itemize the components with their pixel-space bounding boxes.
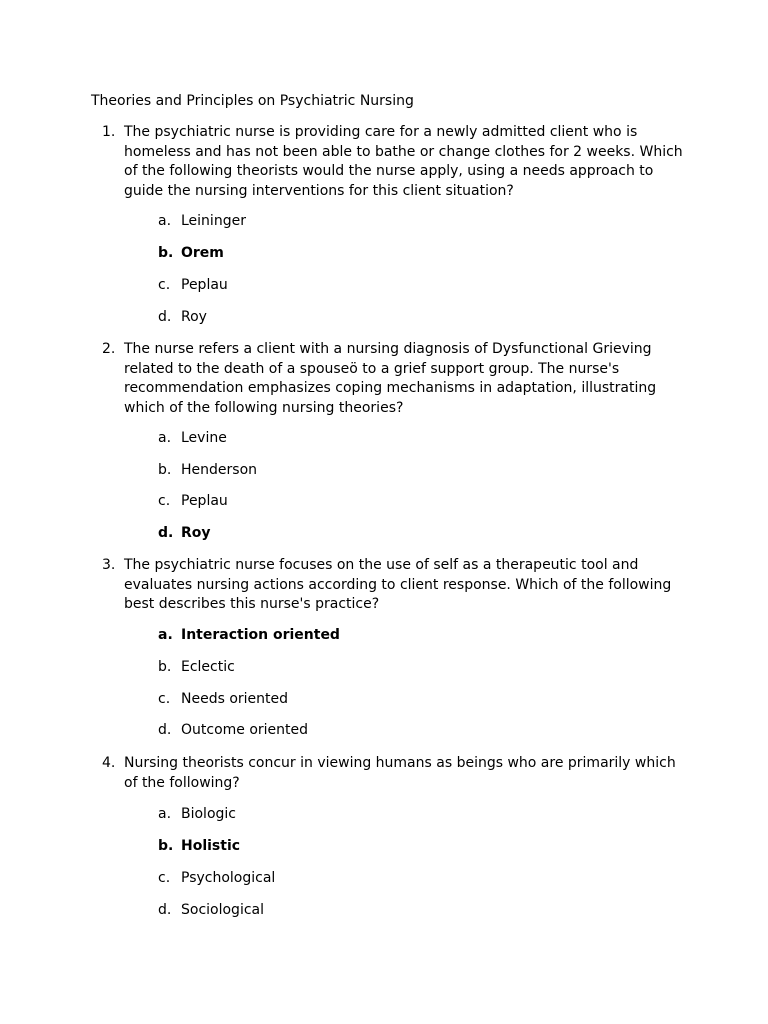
question-text: Nursing theorists concur in viewing humans as beings who are primarily which of the following? (124, 755, 676, 791)
option-letter: c. (158, 493, 171, 509)
question-text: The psychiatric nurse is providing care for a newly admitted client who is homeless and has not been able to bathe or change clothes for 2 weeks. Which of the following theorists would the nurse apply, using a needs approach to guide the nursing interventions for this client situation? (124, 124, 683, 199)
option-letter: d. (158, 309, 172, 325)
option-text: Peplau (181, 493, 228, 509)
option-letter: c. (158, 870, 171, 886)
option-text: Henderson (181, 462, 258, 478)
question-number: 4. (102, 755, 116, 771)
option-letter: a. (158, 213, 172, 229)
option-letter: b. (158, 245, 174, 261)
question-number: 2. (102, 341, 116, 357)
option-text: Levine (181, 430, 227, 446)
option-letter: d. (158, 722, 172, 738)
document-title: Theories and Principles on Psychiatric Nursing (91, 93, 414, 109)
option-text: Biologic (181, 806, 236, 822)
option-letter: b. (158, 462, 172, 478)
option-text: Roy (181, 309, 207, 325)
option-text: Leininger (181, 213, 246, 229)
option-text: Roy (181, 525, 211, 541)
option-letter: c. (158, 277, 171, 293)
question-text: The psychiatric nurse focuses on the use of self as a therapeutic tool and evaluates nursing actions according to client response. Which of the following best describes this nurse's practice? (124, 557, 672, 612)
option-text: Psychological (181, 870, 276, 886)
question-number: 1. (102, 124, 116, 140)
option-letter: a. (158, 627, 173, 643)
option-text: Needs oriented (181, 691, 289, 707)
option-text: Orem (181, 245, 224, 261)
question-text: The nurse refers a client with a nursing diagnosis of Dysfunctional Grieving related to the death of a spouseö to a grief support group. The nurse's recommendation emphasizes coping mechanisms in adaptation, illustrating which of the following nursing theories? (124, 341, 657, 416)
question-number: 3. (102, 557, 116, 573)
option-text: Holistic (181, 838, 241, 854)
option-letter: b. (158, 838, 174, 854)
option-text: Outcome oriented (181, 722, 309, 738)
option-text: Sociological (181, 902, 265, 918)
option-letter: b. (158, 659, 172, 675)
option-text: Interaction oriented (181, 627, 340, 643)
option-letter: c. (158, 691, 171, 707)
option-letter: a. (158, 430, 172, 446)
option-letter: d. (158, 525, 174, 541)
option-letter: a. (158, 806, 172, 822)
option-letter: d. (158, 902, 172, 918)
option-text: Peplau (181, 277, 228, 293)
option-text: Eclectic (181, 659, 235, 675)
